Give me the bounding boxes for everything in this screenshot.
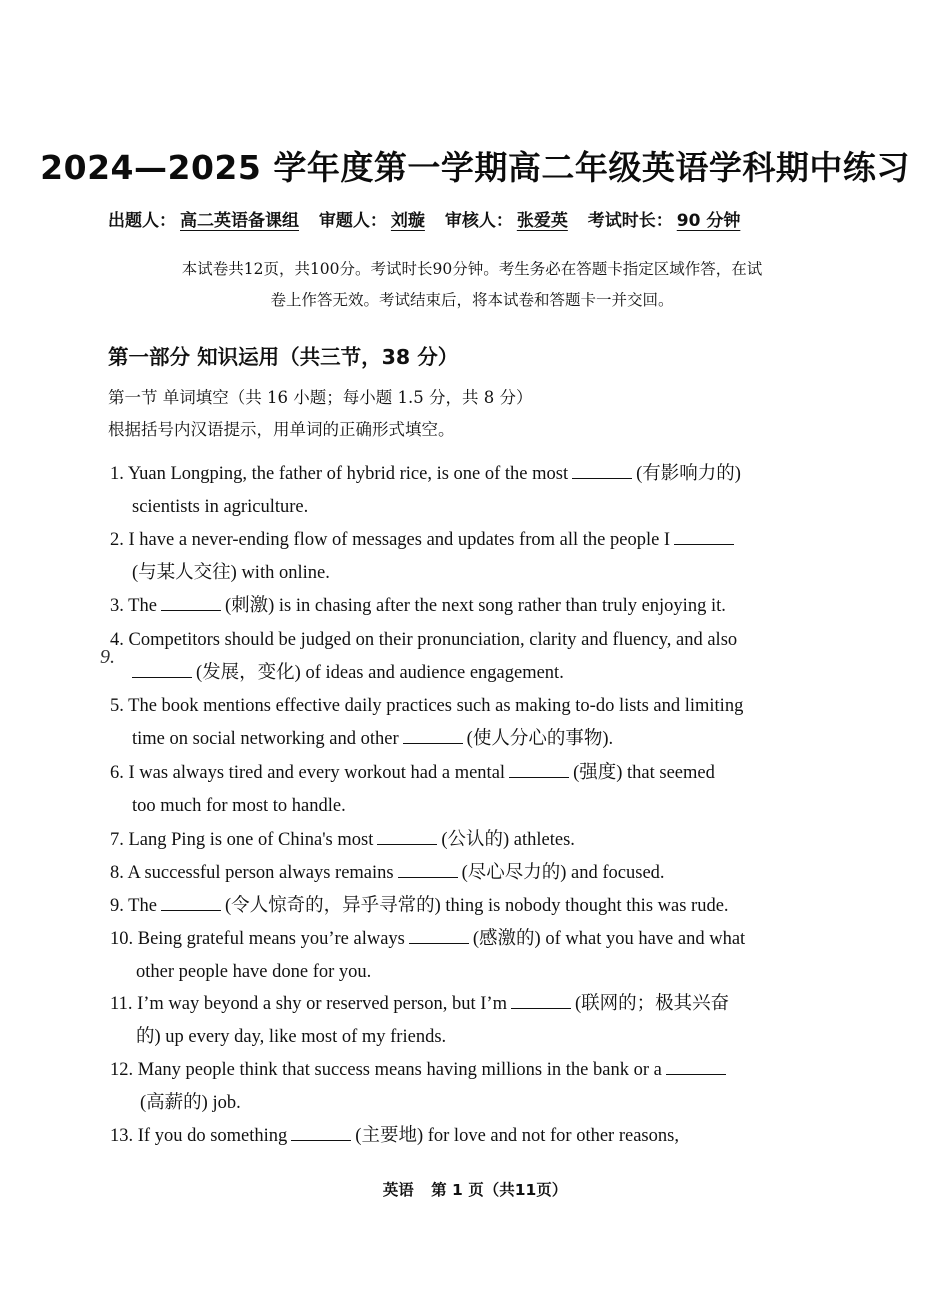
handwritten-mark: 9.: [100, 646, 115, 668]
question-2: 2. I have a never-ending flow of messages and updates from all the people I (与某人交往) with online.: [110, 524, 835, 590]
part-title: 第一部分 知识运用（共三节，38 分）: [108, 345, 459, 369]
checker-value: 张爱英: [516, 211, 568, 231]
answer-blank[interactable]: [509, 761, 569, 778]
question-11: 11. I’m way beyond a shy or reserved person, but I’m (联网的；极其兴奋 的) up every day, like most of my friends.: [110, 994, 730, 1047]
staff-line: [108, 206, 848, 231]
section-instruction: 根据括号内汉语提示，用单词的正确形式填空。: [108, 420, 455, 439]
setter-label: 出题人：: [108, 211, 176, 231]
answer-blank[interactable]: [291, 1124, 351, 1141]
section-title: 第一节 单词填空（共 16 小题；每小题 1.5 分，共 8 分）: [108, 388, 533, 407]
answer-blank[interactable]: [161, 894, 221, 911]
question-8: 8. A successful person always remains (尽心尽力的) and focused.: [110, 863, 665, 883]
question-5: 5. The book mentions effective daily practices such as making to-do lists and limiting time on social networking and other (使人分心的事物).: [110, 696, 744, 749]
setter-value: 高二英语备课组: [180, 211, 299, 231]
question-3: 3. The (刺激) is in chasing after the next song rather than truly enjoying it.: [110, 596, 726, 616]
notice-line-2: 卷上作答无效。考试结束后，将本试卷和答题卡一并交回。: [270, 291, 674, 309]
answer-blank[interactable]: [377, 828, 437, 845]
exam-notice: [112, 254, 832, 316]
question-6: 6. I was always tired and every workout had a mental (强度) that seemed too much for most to handle.: [110, 763, 715, 816]
notice-line-1: 本试卷共12页，共100分。考试时长90分钟。考生务必在答题卡指定区域作答，在试: [181, 260, 763, 278]
duration-value: 90 分钟: [676, 211, 741, 231]
answer-blank[interactable]: [403, 727, 463, 744]
question-13: 13. If you do something (主要地) for love and not for other reasons,: [110, 1126, 679, 1146]
answer-blank[interactable]: [511, 992, 571, 1009]
question-4: 4. Competitors should be judged on their pronunciation, clarity and fluency, and also (发展，变化) of ideas and audience engagement.: [110, 630, 738, 683]
answer-blank[interactable]: [409, 927, 469, 944]
answer-blank[interactable]: [132, 661, 192, 678]
reviewer-label: 审题人：: [318, 211, 387, 231]
duration-label: 考试时长：: [587, 211, 673, 231]
footer-page-number: 第 1 页（共11页）: [431, 1181, 568, 1199]
answer-blank[interactable]: [666, 1058, 726, 1075]
exam-title: 2024—2025 学年度第一学期高二年级英语学科期中练习: [40, 148, 910, 187]
answer-blank[interactable]: [674, 528, 734, 545]
checker-label: 审核人：: [444, 211, 513, 231]
answer-blank[interactable]: [161, 594, 221, 611]
question-12: 12. Many people think that success means having millions in the bank or a (高薪的) job.: [110, 1054, 835, 1120]
page-footer: [0, 1178, 950, 1200]
reviewer-value: 刘璇: [390, 211, 425, 231]
footer-subject: 英语: [382, 1181, 414, 1199]
answer-blank[interactable]: [398, 861, 458, 878]
question-10: 10. Being grateful means you’re always (感激的) of what you have and what other people have done for you.: [110, 929, 746, 982]
question-9: 9. The (令人惊奇的，异乎寻常的) thing is nobody thought this was rude.: [110, 896, 729, 916]
question-1: 1. Yuan Longping, the father of hybrid rice, is one of the most (有影响力的) scientists in agriculture.: [110, 464, 741, 517]
question-7: 7. Lang Ping is one of China's most (公认的) athletes.: [110, 830, 575, 850]
answer-blank[interactable]: [572, 462, 632, 479]
